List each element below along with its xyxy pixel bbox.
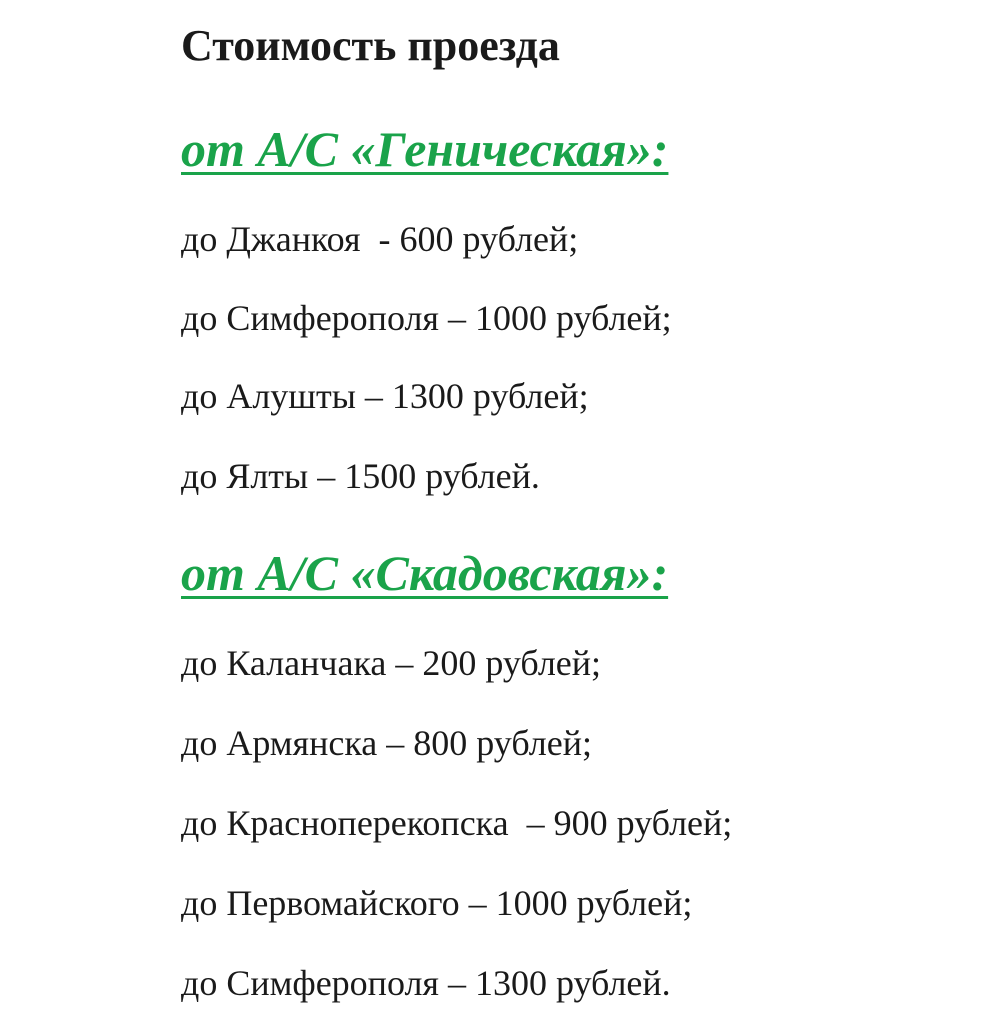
fare-line: до Красноперекопска – 900 рублей; [181,803,733,843]
fare-line: до Армянска – 800 рублей; [181,723,592,763]
fare-line: до Симферополя – 1000 рублей; [181,298,672,338]
fare-line: до Каланчака – 200 рублей; [181,643,602,683]
fare-line: до Джанкоя - 600 рублей; [181,219,579,259]
station-heading-skadovskaya: от А/С «Скадовская»: [181,545,669,601]
page-title: Стоимость проезда [181,21,560,70]
fare-line: до Алушты – 1300 рублей; [181,376,589,416]
fare-line: до Ялты – 1500 рублей. [181,456,540,496]
station-heading-genicheskaya: от А/С «Геническая»: [181,121,669,177]
fare-line: до Первомайского – 1000 рублей; [181,883,693,923]
fare-line: до Симферополя – 1300 рублей. [181,963,671,1003]
